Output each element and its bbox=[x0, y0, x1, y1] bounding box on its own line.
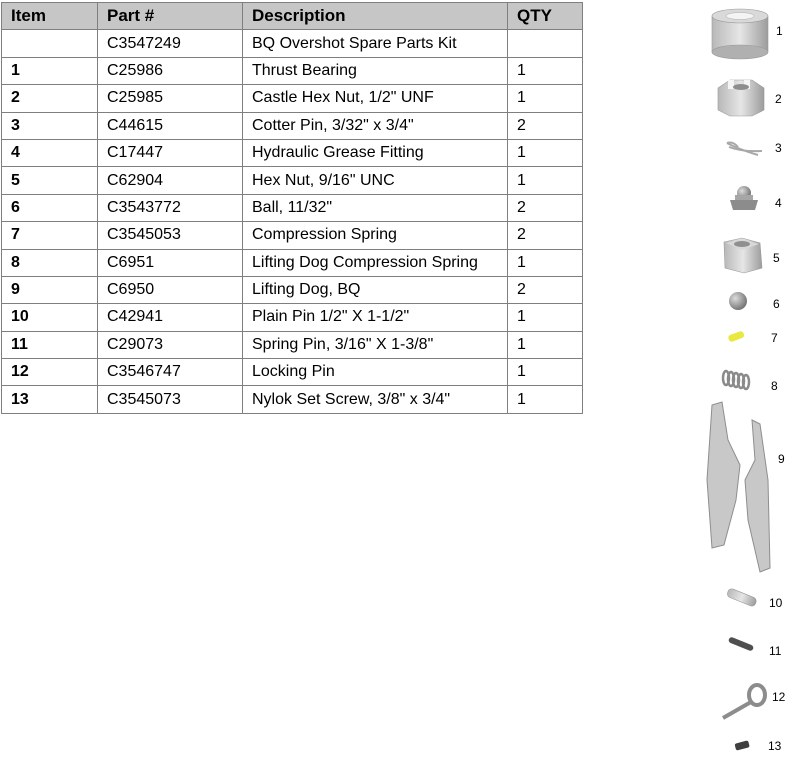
row-part-number: C25985 bbox=[98, 85, 243, 112]
row-qty: 1 bbox=[508, 386, 583, 413]
row-qty: 1 bbox=[508, 359, 583, 386]
row-qty: 1 bbox=[508, 57, 583, 84]
row-part-number: C44615 bbox=[98, 112, 243, 139]
row-qty: 1 bbox=[508, 331, 583, 358]
row-description: Lifting Dog Compression Spring bbox=[243, 249, 508, 276]
lifting-dog-spring-drawing bbox=[723, 371, 749, 389]
row-part-number: C3547249 bbox=[98, 30, 243, 57]
ball-drawing bbox=[729, 292, 747, 310]
row-part-number: C25986 bbox=[98, 57, 243, 84]
callout-label: 7 bbox=[771, 331, 778, 345]
header-item: Item bbox=[2, 3, 98, 30]
callout-label: 11 bbox=[769, 644, 782, 658]
row-part-number: C3546747 bbox=[98, 359, 243, 386]
row-description: Cotter Pin, 3/32" x 3/4" bbox=[243, 112, 508, 139]
set-screw-drawing bbox=[734, 740, 749, 750]
row-item: 2 bbox=[2, 85, 98, 112]
row-description: Castle Hex Nut, 1/2" UNF bbox=[243, 85, 508, 112]
header-part-number: Part # bbox=[98, 3, 243, 30]
row-item: 12 bbox=[2, 359, 98, 386]
locking-pin-drawing bbox=[723, 685, 765, 718]
row-item: 8 bbox=[2, 249, 98, 276]
row-description: Locking Pin bbox=[243, 359, 508, 386]
callout-label: 4 bbox=[775, 196, 782, 210]
row-description: Hydraulic Grease Fitting bbox=[243, 139, 508, 166]
row-description: Plain Pin 1/2" X 1-1/2" bbox=[243, 304, 508, 331]
row-item: 7 bbox=[2, 222, 98, 249]
callout-label: 13 bbox=[768, 739, 782, 753]
row-part-number: C6951 bbox=[98, 249, 243, 276]
row-part-number: C42941 bbox=[98, 304, 243, 331]
castle-hex-nut-drawing bbox=[718, 80, 764, 116]
callout-label: 3 bbox=[775, 141, 782, 155]
header-description: Description bbox=[243, 3, 508, 30]
row-qty: 2 bbox=[508, 276, 583, 303]
row-qty: 1 bbox=[508, 139, 583, 166]
row-qty: 1 bbox=[508, 304, 583, 331]
row-part-number: C3545053 bbox=[98, 222, 243, 249]
row-item: 3 bbox=[2, 112, 98, 139]
row-item: 9 bbox=[2, 276, 98, 303]
row-description: Nylok Set Screw, 3/8" x 3/4" bbox=[243, 386, 508, 413]
row-part-number: C3543772 bbox=[98, 194, 243, 221]
thrust-bearing-drawing bbox=[712, 9, 768, 59]
callout-label: 5 bbox=[773, 251, 780, 265]
row-qty: 2 bbox=[508, 194, 583, 221]
row-description: Ball, 11/32" bbox=[243, 194, 508, 221]
row-description: Hex Nut, 9/16" UNC bbox=[243, 167, 508, 194]
row-qty: 1 bbox=[508, 85, 583, 112]
row-description: BQ Overshot Spare Parts Kit bbox=[243, 30, 508, 57]
row-part-number: C17447 bbox=[98, 139, 243, 166]
row-qty: 2 bbox=[508, 112, 583, 139]
row-qty: 2 bbox=[508, 222, 583, 249]
lifting-dog-drawing bbox=[707, 402, 770, 572]
row-item: 13 bbox=[2, 386, 98, 413]
callout-label: 1 bbox=[776, 24, 783, 38]
callout-label: 8 bbox=[771, 379, 778, 393]
row-description: Spring Pin, 3/16" X 1-3/8" bbox=[243, 331, 508, 358]
callout-label: 12 bbox=[772, 690, 786, 704]
grease-fitting-drawing bbox=[730, 186, 758, 210]
row-item: 6 bbox=[2, 194, 98, 221]
row-part-number: C62904 bbox=[98, 167, 243, 194]
row-qty: 1 bbox=[508, 167, 583, 194]
plain-pin-drawing bbox=[726, 588, 757, 608]
row-item: 11 bbox=[2, 331, 98, 358]
spring-pin-drawing bbox=[728, 636, 754, 651]
callout-label: 2 bbox=[775, 92, 782, 106]
header-qty: QTY bbox=[508, 3, 583, 30]
row-part-number: C29073 bbox=[98, 331, 243, 358]
row-part-number: C3545073 bbox=[98, 386, 243, 413]
compression-spring-drawing bbox=[727, 330, 744, 342]
row-description: Lifting Dog, BQ bbox=[243, 276, 508, 303]
row-item: 5 bbox=[2, 167, 98, 194]
row-item: 4 bbox=[2, 139, 98, 166]
row-qty: 1 bbox=[508, 249, 583, 276]
row-item: 10 bbox=[2, 304, 98, 331]
hex-nut-drawing bbox=[724, 238, 762, 273]
row-part-number: C6950 bbox=[98, 276, 243, 303]
row-description: Thrust Bearing bbox=[243, 57, 508, 84]
callout-label: 6 bbox=[773, 297, 780, 311]
row-item: 1 bbox=[2, 57, 98, 84]
cotter-pin-drawing bbox=[727, 143, 762, 156]
callout-label: 10 bbox=[769, 596, 783, 610]
row-description: Compression Spring bbox=[243, 222, 508, 249]
callout-label: 9 bbox=[778, 452, 785, 466]
